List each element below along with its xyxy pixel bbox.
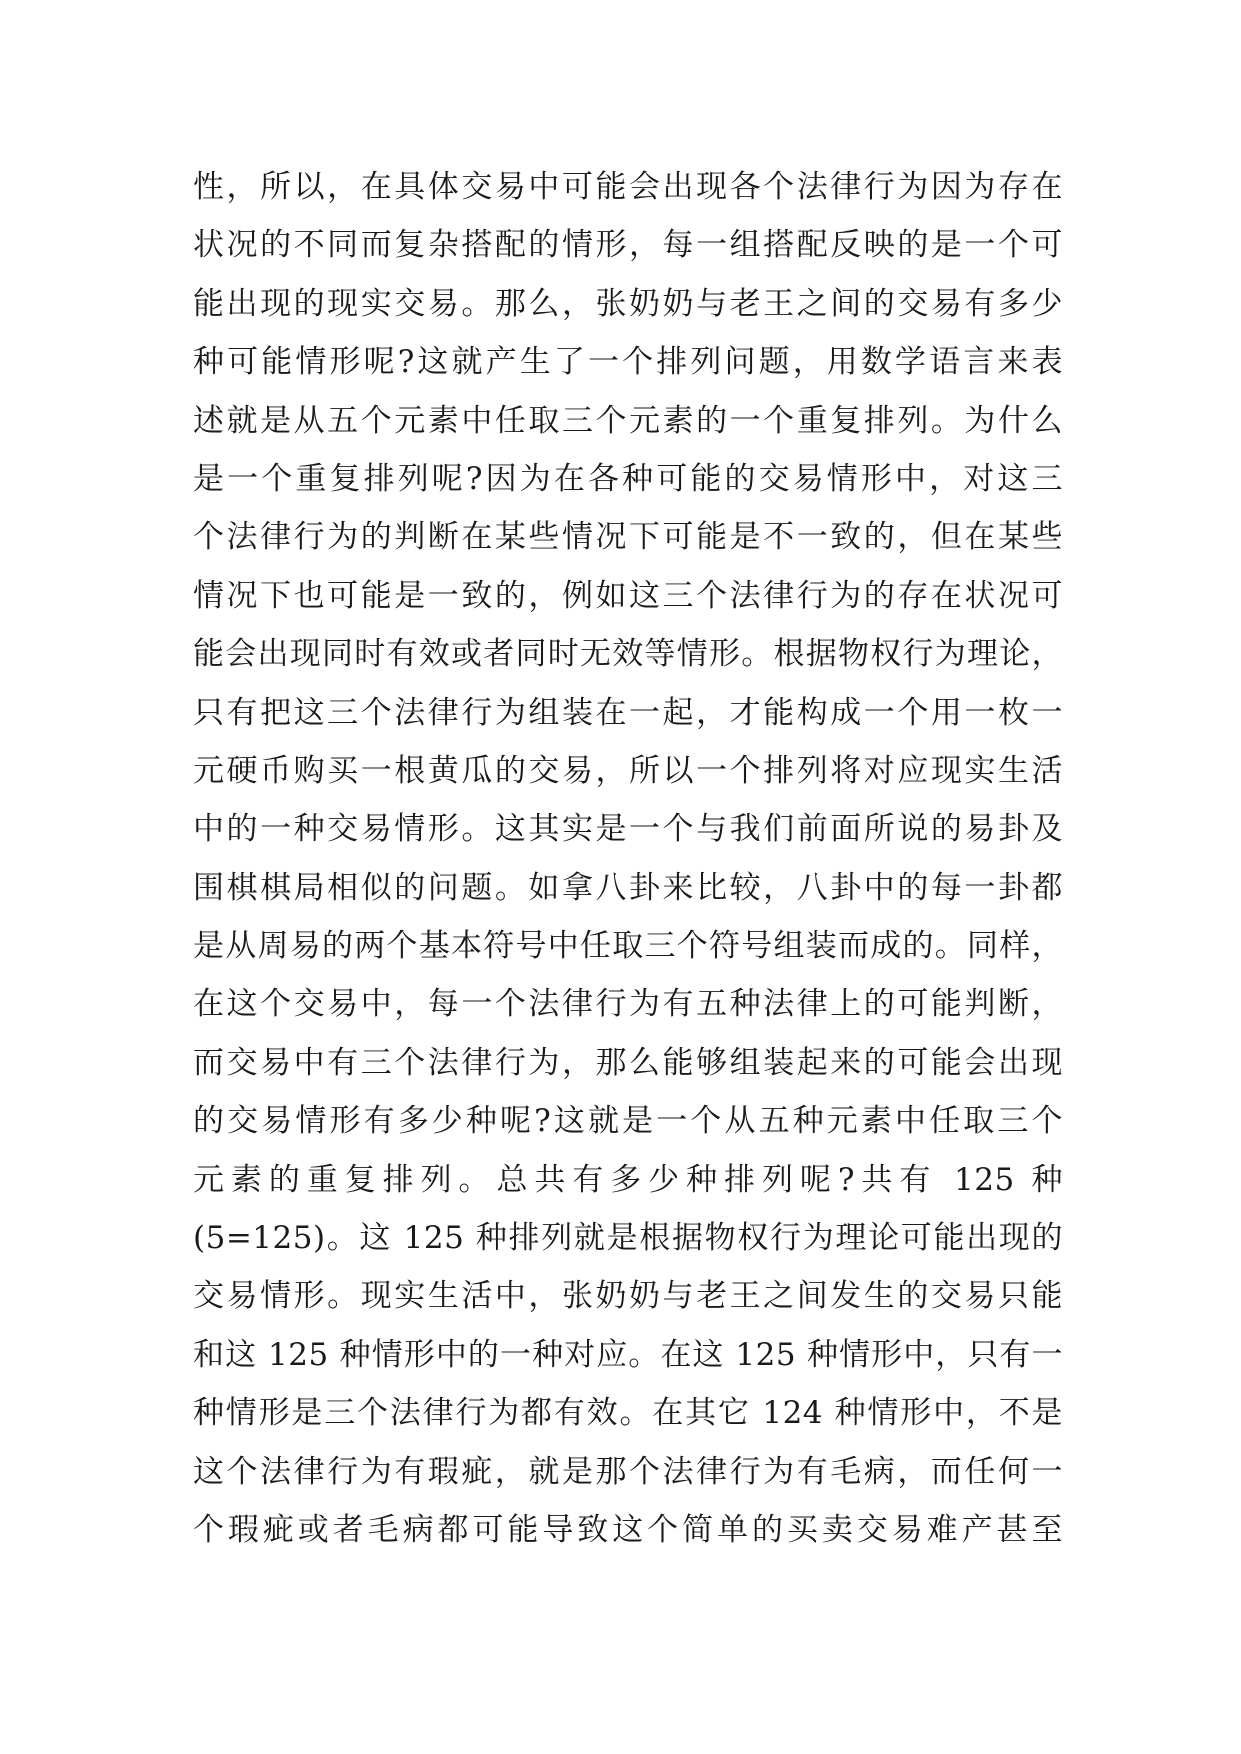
text-line: 只有把这三个法律行为组装在一起，才能构成一个用一枚一 xyxy=(193,694,1063,731)
text-line: 个瑕疵或者毛病都可能导致这个简单的买卖交易难产甚至 xyxy=(193,1511,1063,1548)
body-text xyxy=(193,158,1063,1559)
text-line: 而交易中有三个法律行为，那么能够组装起来的可能会出现 xyxy=(193,1044,1063,1081)
text-line: 是一个重复排列呢?因为在各种可能的交易情形中，对这三 xyxy=(193,460,1063,497)
text-line: 种可能情形呢?这就产生了一个排列问题，用数学语言来表 xyxy=(193,344,1063,381)
text-line: (5=125)。这 125 种排列就是根据物权行为理论可能出现的 xyxy=(193,1220,1063,1257)
text-line: 和这 125 种情形中的一种对应。在这 125 种情形中，只有一 xyxy=(193,1336,1063,1373)
text-line: 能会出现同时有效或者同时无效等情形。根据物权行为理论， xyxy=(193,636,1063,673)
text-line: 交易情形。现实生活中，张奶奶与老王之间发生的交易只能 xyxy=(193,1278,1063,1315)
text-line: 种情形是三个法律行为都有效。在其它 124 种情形中，不是 xyxy=(193,1395,1063,1432)
text-line: 是从周易的两个基本符号中任取三个符号组装而成的。同样， xyxy=(193,928,1063,965)
text-line: 能出现的现实交易。那么，张奶奶与老王之间的交易有多少 xyxy=(193,285,1063,322)
text-line: 围棋棋局相似的问题。如拿八卦来比较，八卦中的每一卦都 xyxy=(193,869,1063,906)
text-line: 个法律行为的判断在某些情况下可能是不一致的，但在某些 xyxy=(193,519,1063,556)
text-line: 这个法律行为有瑕疵，就是那个法律行为有毛病，而任何一 xyxy=(193,1453,1063,1490)
text-line: 性，所以，在具体交易中可能会出现各个法律行为因为存在 xyxy=(193,169,1063,205)
text-line: 中的一种交易情形。这其实是一个与我们前面所说的易卦及 xyxy=(193,811,1063,848)
text-line: 在这个交易中，每一个法律行为有五种法律上的可能判断， xyxy=(193,986,1063,1023)
text-line: 元素的重复排列。总共有多少种排列呢?共有 125 种 xyxy=(193,1161,1063,1198)
text-line: 的交易情形有多少种呢?这就是一个从五种元素中任取三个 xyxy=(193,1103,1063,1140)
text-line: 情况下也可能是一致的，例如这三个法律行为的存在状况可 xyxy=(193,577,1063,614)
text-line: 元硬币购买一根黄瓜的交易，所以一个排列将对应现实生活 xyxy=(193,752,1063,789)
text-line: 状况的不同而复杂搭配的情形，每一组搭配反映的是一个可 xyxy=(193,227,1063,264)
text-line: 述就是从五个元素中任取三个元素的一个重复排列。为什么 xyxy=(193,402,1063,439)
